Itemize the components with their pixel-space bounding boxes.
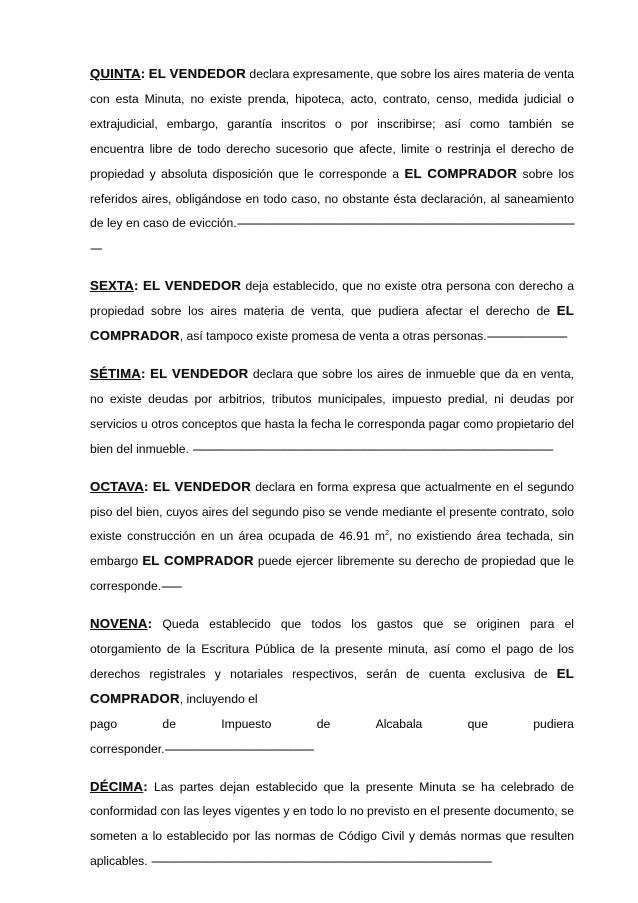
clause-quinta xyxy=(90,62,574,261)
dash-filler: ------- xyxy=(161,579,182,594)
clause-decima xyxy=(90,775,574,875)
party-seller: EL VENDEDOR xyxy=(152,478,251,494)
clause-text: , incluyendo el xyxy=(179,691,258,706)
party-buyer: EL COMPRADOR xyxy=(142,553,254,569)
party-buyer: EL COMPRADOR xyxy=(90,665,574,706)
pay-word: pago xyxy=(90,716,118,731)
heading-colon: : xyxy=(147,616,153,632)
clause-text: sobre los referidos aires, obligándose en todo caso, no obstante ésta declaración, al saneamiento de ley en caso de evicción. xyxy=(90,166,575,231)
clause-setima xyxy=(90,362,574,462)
dash-filler: ---------------------------------------------------- xyxy=(164,741,314,756)
clause-octava xyxy=(90,475,574,600)
heading-colon: : xyxy=(143,478,149,494)
party-seller: EL VENDEDOR xyxy=(142,278,242,294)
pay-word: de xyxy=(162,716,176,731)
clause-heading: SÉTIMA xyxy=(90,365,142,381)
clause-text: declara en forma expresa que actualmente en el segundo piso del bien, cuyos aires del segundo piso se vende mediante el presente contrato, solo existe construcción en un área ocupada de 46.91 m xyxy=(90,479,574,544)
pay-word: Impuesto xyxy=(221,716,272,731)
party-seller: EL VENDEDOR xyxy=(148,66,247,81)
clause-text: deja establecido, que no existe otra persona con derecho a propiedad sobre los aires materia de venta, que pudiera afectar el derecho de xyxy=(90,279,574,319)
party-seller: EL VENDEDOR xyxy=(150,365,249,381)
pay-word: de xyxy=(316,716,331,731)
document-body xyxy=(90,62,574,887)
clause-heading: OCTAVA xyxy=(90,478,144,494)
clause-text: , no existiendo área techada, sin embargo xyxy=(90,529,574,569)
clause-heading: QUINTA xyxy=(90,66,141,81)
clause-text: Queda establecido que todos los gastos que se originen para el otorgamiento de la Escritura Pública de la presente minuta, así como el pago de los derechos registrales y notariales respectivos, serán de cuenta exclusiva de xyxy=(90,617,574,681)
clause-heading: SEXTA xyxy=(90,278,134,294)
pay-word: pudiera xyxy=(533,716,574,731)
party-buyer: EL COMPRADOR xyxy=(90,303,574,344)
dash-filler: -------------------------------------------------------------------------------------------------------------------------- xyxy=(90,216,574,256)
clause-sexta xyxy=(90,274,574,349)
dash-filler: ------------------------------------------------------------------------------------------------------------------------------ xyxy=(192,441,553,456)
clause-text: Las partes dejan establecido que la presente Minuta se ha celebrado de conformidad con las leyes vigentes y en todo lo no previsto en el presente documento, se someten a lo establecido por las normas de Código Civil y demás normas que resulten aplicables. xyxy=(90,779,574,869)
party-buyer: EL COMPRADOR xyxy=(404,165,518,181)
heading-colon: : xyxy=(143,778,148,794)
heading-colon: : xyxy=(140,66,146,81)
dash-filler: ---------------------------- xyxy=(486,329,567,344)
dash-filler: ----------------------------------------------------------------------------------------------------------------------- xyxy=(150,854,492,869)
clause-novena xyxy=(90,612,574,761)
clause-heading: DÉCIMA xyxy=(90,778,144,794)
superscript-squared: 2 xyxy=(385,530,389,538)
heading-colon: : xyxy=(141,365,146,381)
pay-word: que xyxy=(467,716,488,731)
clause-text: , así tampoco existe promesa de venta a otras personas. xyxy=(179,329,487,344)
heading-colon: : xyxy=(134,278,139,294)
payment-line xyxy=(90,712,574,737)
pay-word: Alcabala xyxy=(375,716,423,731)
clause-text: declara expresamente, que sobre los aires materia de venta con esta Minuta, no existe prenda, hipoteca, acto, contrato, censo, medida judicial o extrajudicial, embargo, garantía inscritos o por inscribirse; así como también se encuentra libre de todo derecho sucesorio que afecte, limite o restrinja el derecho de propiedad y absoluta disposición que le corresponde a xyxy=(90,67,575,181)
clause-heading: NOVENA xyxy=(90,616,148,632)
clause-text: corresponder. xyxy=(90,741,165,756)
clause-text: puede ejercer libremente su derecho de propiedad que le corresponde. xyxy=(90,554,575,594)
clause-text: declara que sobre los aires de inmueble que da en venta, no existe deudas por arbitrios, tributos municipales, impuesto predial, ni deudas por servicios u otros conceptos que hasta la fecha le corresponda pagar como propietario del bien del inmueble. xyxy=(90,366,575,456)
